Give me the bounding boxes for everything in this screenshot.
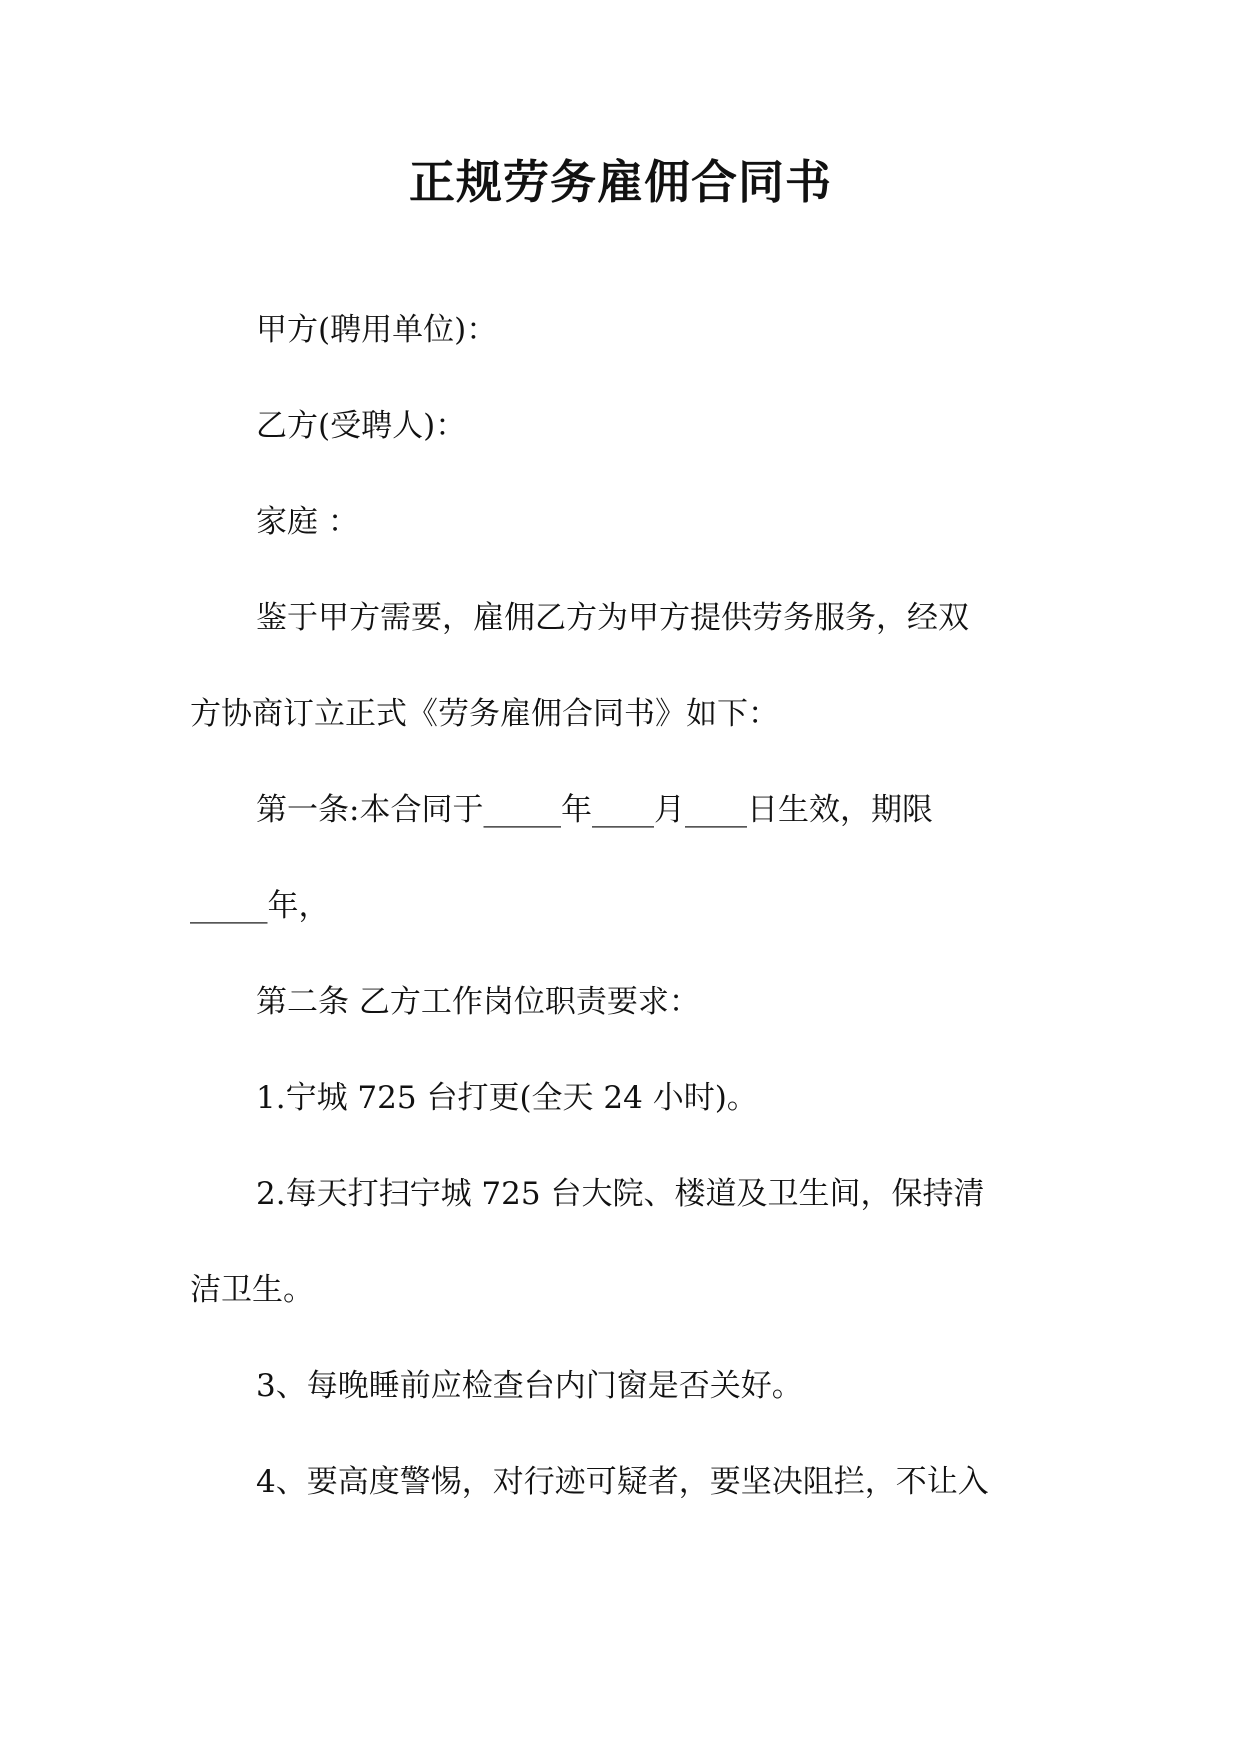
- duty-item-4: 4、要高度警惕，对行迹可疑者，要坚决阻拦，不让入: [256, 1464, 989, 1500]
- article-1-line-1: 第一条:本合同于_____年____月____日生效，期限: [256, 792, 933, 828]
- article-1-line-2: _____年，: [190, 888, 330, 924]
- duty-item-2-line-2: 洁卫生。: [190, 1272, 314, 1308]
- duty-item-2-line-1: 2.每天打扫宁城 725 台大院、楼道及卫生间，保持清: [256, 1176, 985, 1212]
- party-a-line: 甲方(聘用单位)：: [256, 312, 498, 348]
- duty-item-3: 3、每晚睡前应检查台内门窗是否关好。: [256, 1368, 803, 1404]
- preamble-line-2: 方协商订立正式《劳务雇佣合同书》如下：: [190, 696, 779, 732]
- home-address-line: 家庭 ：: [256, 504, 359, 540]
- party-b-line: 乙方(受聘人)：: [256, 408, 467, 444]
- document-title: 正规劳务雇佣合同书: [409, 155, 832, 209]
- preamble-line-1: 鉴于甲方需要，雇佣乙方为甲方提供劳务服务，经双: [256, 600, 969, 636]
- duty-item-1: 1.宁城 725 台打更(全天 24 小时)。: [256, 1080, 758, 1116]
- article-2-heading: 第二条 乙方工作岗位职责要求：: [256, 984, 700, 1020]
